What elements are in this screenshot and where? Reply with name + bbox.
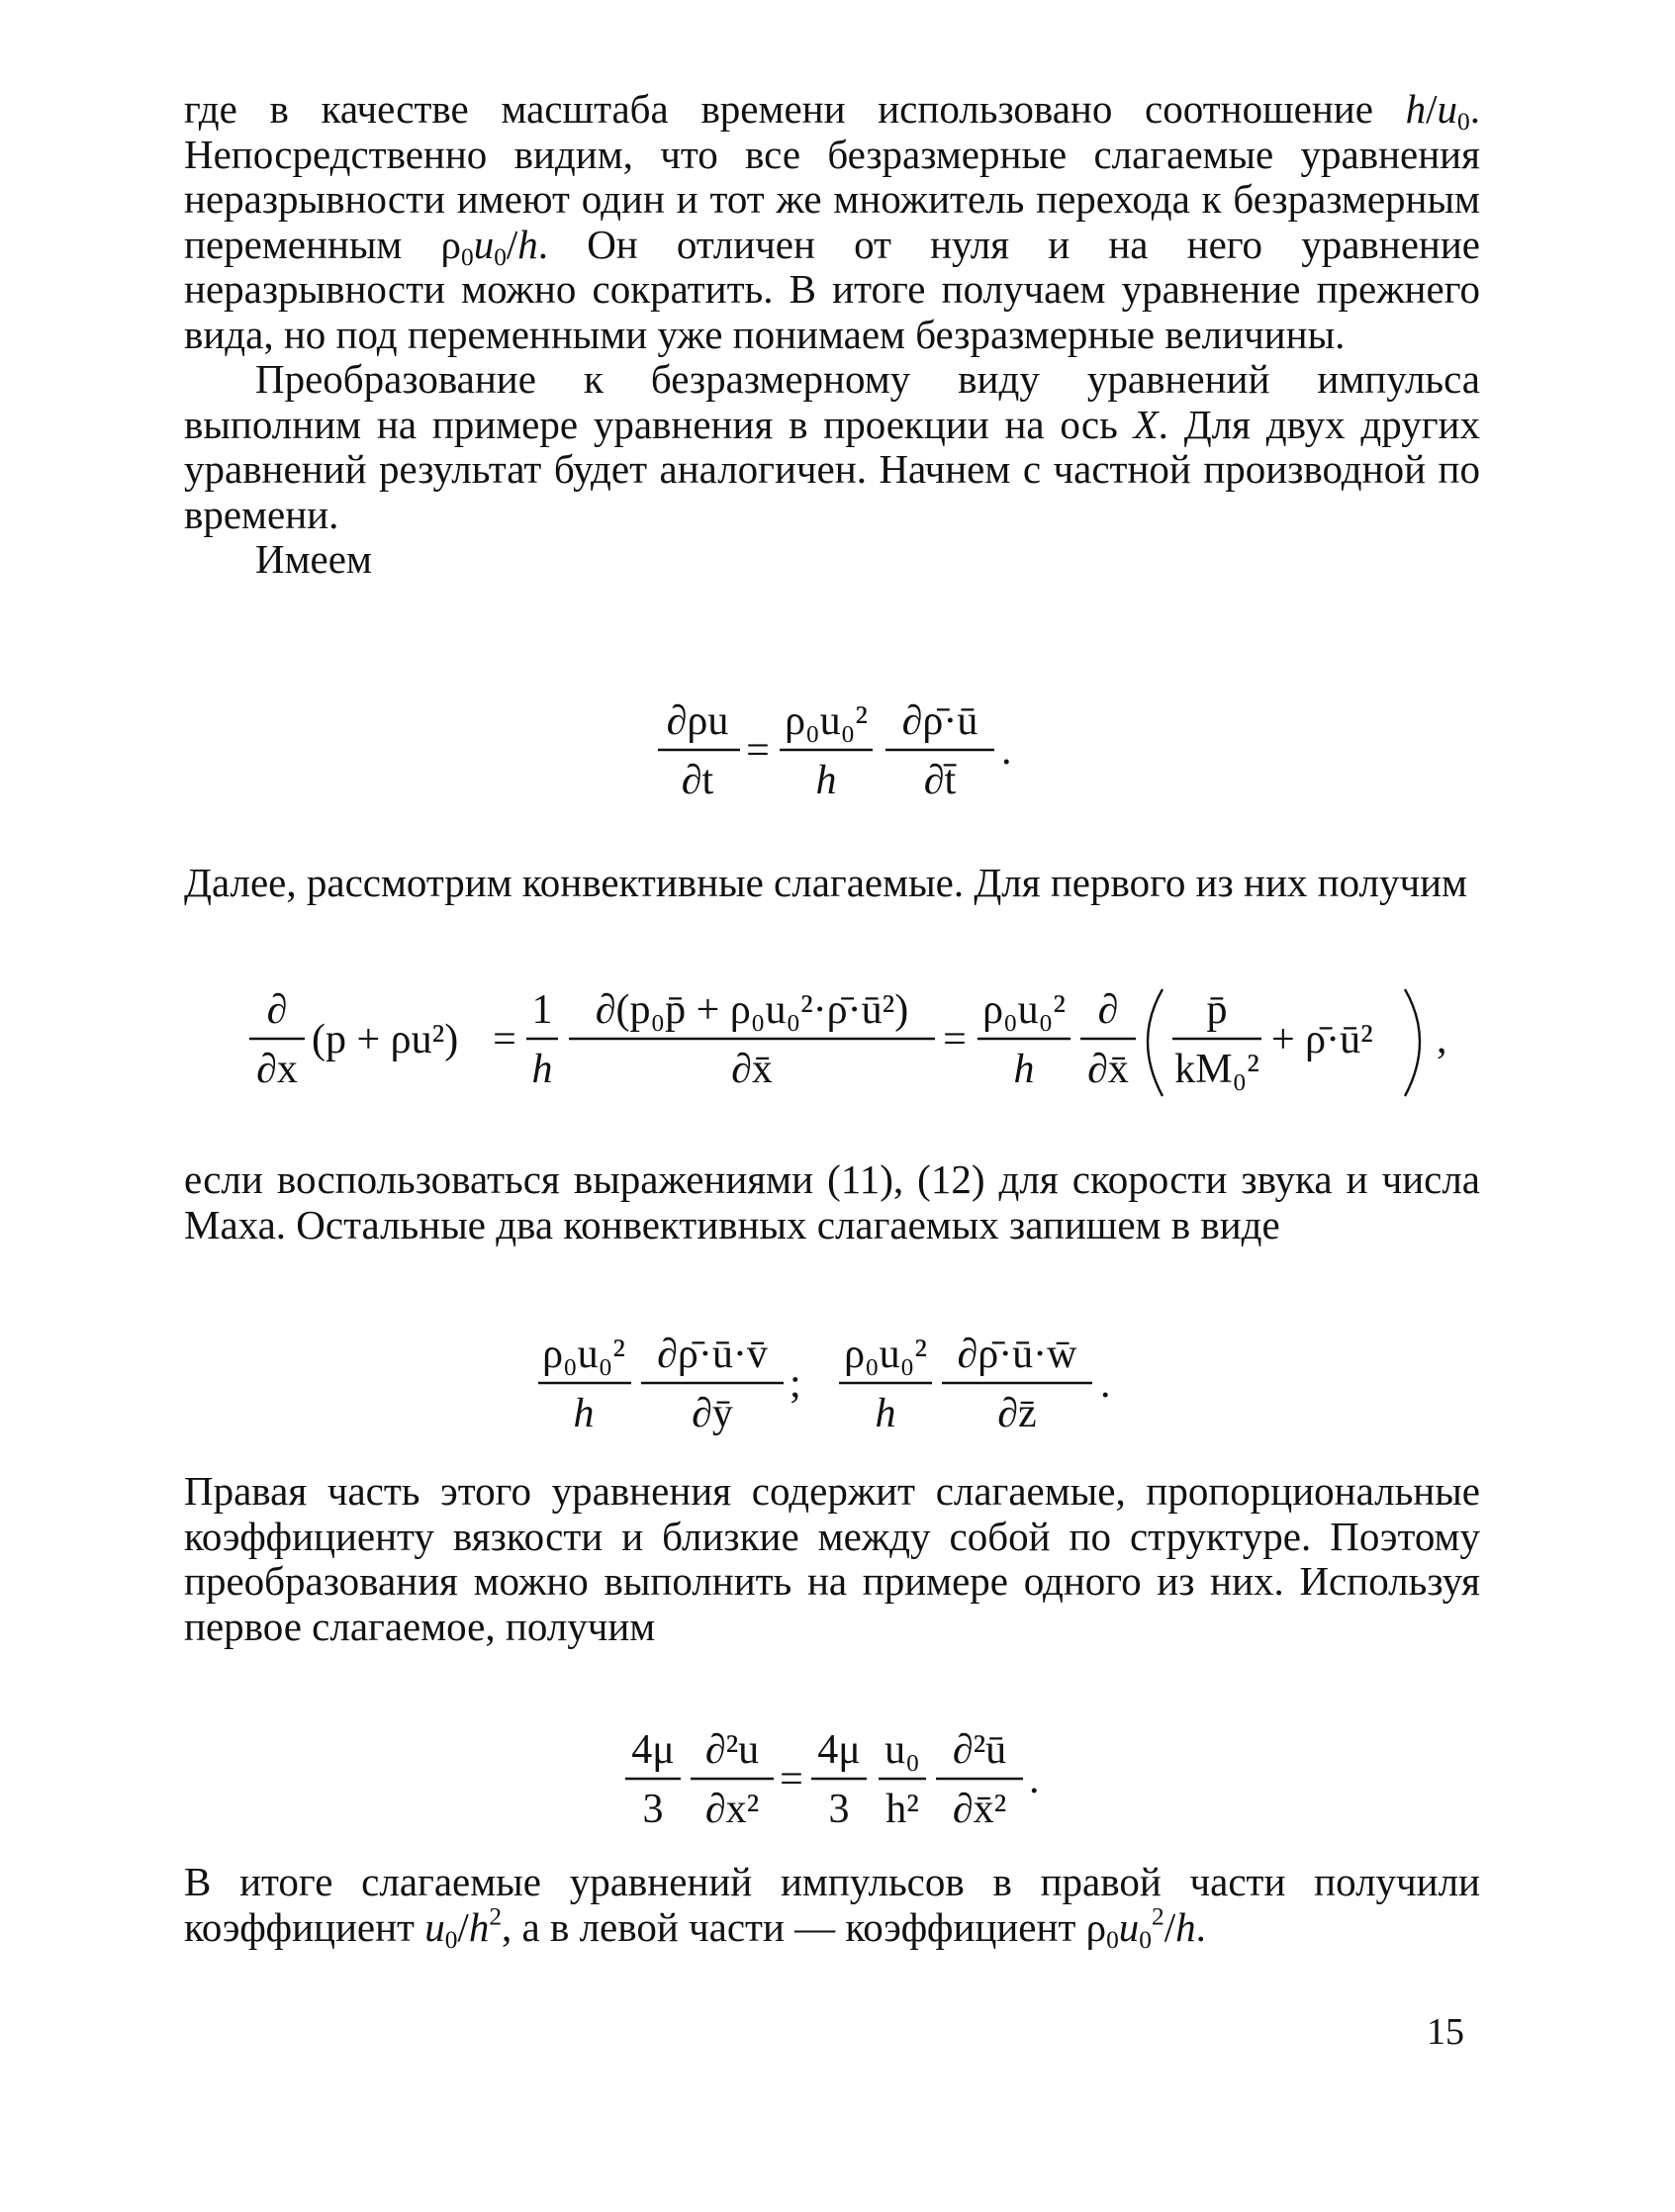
eq2-equals-1: =	[493, 1017, 516, 1062]
para7-text-b: , а в левой части — коэффициент	[502, 1903, 1086, 1950]
para1-text-a: где в качестве масштаба времени использовано соотношение	[184, 86, 1406, 132]
subscript-0: 0	[494, 242, 507, 271]
symbol-h: h	[468, 1903, 490, 1950]
eq4-c-den: 3	[828, 1787, 850, 1832]
axis-x: X	[1133, 401, 1159, 447]
eq2-right-paren	[1405, 989, 1420, 1096]
eq1-equals: =	[746, 728, 770, 774]
symbol-h: h	[517, 221, 538, 267]
subscript-0: 0	[444, 1925, 458, 1954]
eq4-b-den: ∂x²	[704, 1787, 760, 1832]
eq3-coef1-num: ρ₀u₀²	[542, 1332, 625, 1377]
eq2-big-den: ∂x̄	[731, 1047, 773, 1092]
para7-text-a: В итоге слагаемые уравнений импульсов в правой части получили коэффициент	[184, 1859, 1480, 1950]
eq4-equals: =	[780, 1757, 803, 1802]
symbol-u: u	[1118, 1903, 1140, 1950]
eq3-frac1-num: ∂ρ̄·ū·v̄	[657, 1332, 768, 1377]
eq4-a-den: 3	[642, 1787, 664, 1832]
eq4-e-num: ∂²ū	[952, 1727, 1007, 1773]
slash: /	[1426, 86, 1438, 132]
eq3-period: .	[1100, 1361, 1111, 1407]
eq2-one: 1	[531, 987, 553, 1033]
subscript-0: 0	[1457, 108, 1470, 137]
slash: /	[506, 221, 518, 267]
para1-text-c: . Он отличен от нуля и на него уравнение неразрывности можно сократить. В итоге получаем уравнение прежнего вида, но под переменными уже понимаем безразмерные величины.	[184, 221, 1480, 357]
subscript-0: 0	[1106, 1925, 1119, 1954]
superscript-2: 2	[1151, 1901, 1164, 1930]
eq1-frac-num: ∂ρ̄·ū	[901, 698, 978, 744]
eq1-lhs-num: ∂ρu	[666, 698, 729, 744]
page-number: 15	[1427, 2011, 1464, 2053]
para2-text-b: . Для двух других уравнений результат будет аналогичен. Начнем с частной производной по времени.	[184, 401, 1480, 537]
eq2-coef-den: h	[1013, 1047, 1035, 1092]
eq1-coef-num: ρ₀u₀²	[785, 698, 868, 744]
para1-text-b: . Непосредственно видим, что все безразмерные слагаемые уравнения неразрывности имеют один и тот же множитель перехода к безразмерным переменным	[184, 86, 1480, 267]
eq1-lhs-den: ∂t	[681, 758, 714, 803]
eq3-semicolon: ;	[790, 1361, 801, 1407]
subscript-0: 0	[460, 242, 474, 271]
eq2-comma: ,	[1437, 1017, 1447, 1062]
paragraph-3: Имеем	[255, 536, 372, 582]
eq2-tail: + ρ̄·ū²	[1271, 1017, 1373, 1062]
symbol-h: h	[1405, 86, 1427, 132]
symbol-u: u	[1437, 86, 1458, 132]
eq4-a-num: 4μ	[631, 1727, 675, 1773]
eq3-coef2-num: ρ₀u₀²	[844, 1332, 927, 1377]
slash: /	[457, 1903, 469, 1950]
eq4-c-num: 4μ	[817, 1727, 861, 1773]
eq2-inner-num: p̄	[1206, 987, 1228, 1033]
paragraph-7	[184, 1859, 1480, 1954]
paragraph-2	[184, 357, 1480, 537]
paragraph-5: если воспользоваться выражениями (11), (12) для скорости звука и числа Маха. Остальные два конвективных слагаемых запишем в виде	[184, 1156, 1480, 1247]
symbol-u: u	[424, 1903, 445, 1950]
paragraph-1	[184, 87, 1480, 583]
eq4-period: .	[1029, 1757, 1040, 1802]
eq3-frac2-num: ∂ρ̄·ū·w̄	[957, 1332, 1077, 1377]
eq3-frac1-den: ∂ȳ	[692, 1391, 733, 1436]
symbol-rho: ρ	[440, 221, 461, 267]
equation-3	[534, 1326, 1148, 1454]
superscript-2: 2	[489, 1901, 503, 1930]
paragraph-4: Далее, рассмотрим конвективные слагаемые. Для первого из них получим	[184, 860, 1468, 905]
eq4-d-den: h²	[885, 1787, 919, 1832]
eq2-paren: (p + ρu²)	[312, 1017, 459, 1062]
eq2-d-num: ∂	[266, 987, 288, 1033]
eq4-e-den: ∂x̄²	[952, 1787, 1007, 1832]
eq2-equals-2: =	[943, 1017, 967, 1062]
para7-text-c: .	[1195, 1903, 1206, 1950]
eq3-coef1-den: h	[573, 1391, 595, 1436]
eq2-d2-num: ∂	[1097, 987, 1119, 1033]
eq2-d-den: ∂x	[256, 1047, 298, 1092]
slash: /	[1163, 1903, 1176, 1950]
equation-1	[653, 692, 1049, 821]
eq2-coef-num: ρ₀u₀²	[982, 987, 1066, 1033]
eq1-coef-den: h	[815, 758, 837, 803]
eq2-left-paren	[1148, 989, 1163, 1096]
symbol-u: u	[473, 221, 495, 267]
eq2-h: h	[531, 1047, 553, 1092]
eq1-frac-den: ∂t̄	[923, 758, 957, 803]
eq4-d-num: u₀	[884, 1727, 920, 1773]
equation-4	[623, 1721, 1078, 1850]
paragraph-6: Правая часть этого уравнения содержит слагаемые, пропорциональные коэффициенту вязкости и близкие между собой по структуре. Поэтому преобразования можно выполнить на примере одного из них. Используя первое слагаемое, получим	[184, 1468, 1480, 1649]
eq2-d2-den: ∂x̄	[1087, 1047, 1129, 1092]
eq4-b-num: ∂²u	[704, 1727, 760, 1773]
eq3-coef2-den: h	[875, 1391, 896, 1436]
eq2-big-num: ∂(p₀p̄ + ρ₀u₀²·ρ̄·ū²)	[595, 987, 909, 1033]
para2-text-a: Преобразование к безразмерному виду уравнений импульса выполним на примере уравнения в проекции на ось	[184, 356, 1480, 447]
symbol-h: h	[1175, 1903, 1196, 1950]
subscript-0: 0	[1139, 1925, 1152, 1954]
eq2-inner-den: kM₀²	[1174, 1047, 1259, 1092]
eq3-frac2-den: ∂z̄	[997, 1391, 1037, 1436]
equation-2	[237, 979, 1464, 1118]
eq1-period: .	[1001, 728, 1012, 774]
symbol-rho: ρ	[1085, 1903, 1107, 1950]
